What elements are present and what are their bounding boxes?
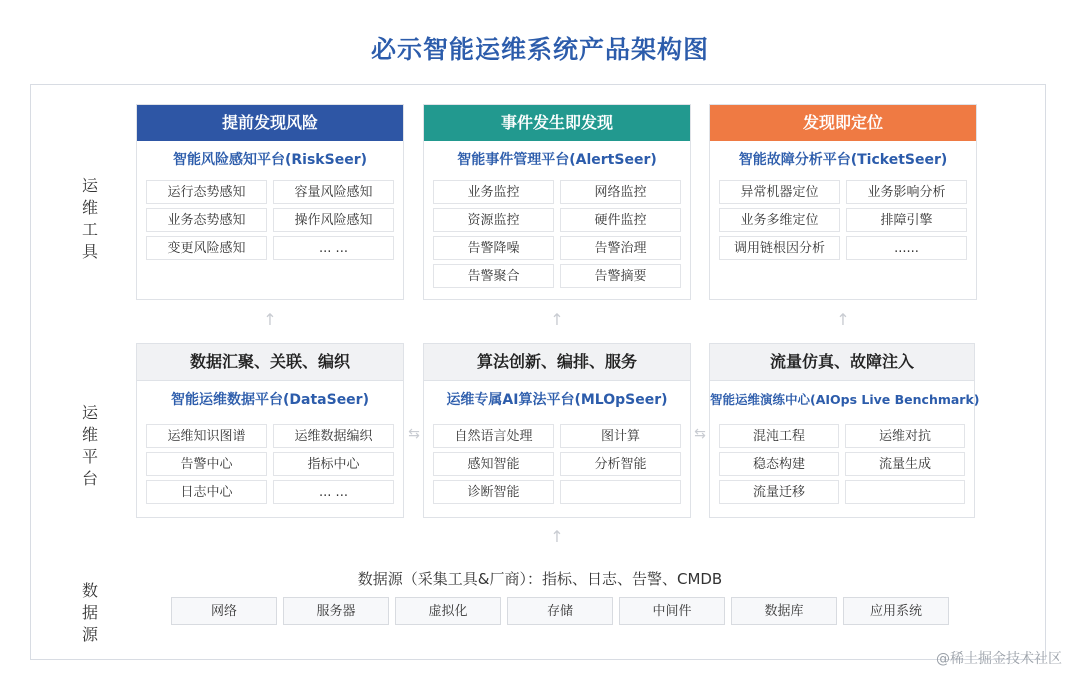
row-label-char: 数 — [81, 581, 98, 600]
row-label-tools — [78, 175, 102, 263]
data-source-item: 网络 — [171, 597, 277, 625]
tool-item: 业务监控 — [433, 180, 554, 204]
platform-item: 日志中心 — [146, 480, 267, 504]
row-label-char: 具 — [81, 242, 98, 261]
platform-item: 告警中心 — [146, 452, 267, 476]
tool-platform-name: 智能事件管理平台(AlertSeer) — [457, 152, 657, 168]
tool-platform-name: 智能故障分析平台(TicketSeer) — [738, 152, 948, 168]
data-source-item: 虚拟化 — [395, 597, 501, 625]
data-source-title: 数据源（采集工具&厂商）：指标、日志、告警、CMDB — [357, 570, 723, 588]
row-label-data-source — [78, 580, 102, 646]
platform-item: 稳态构建 — [719, 452, 839, 476]
data-source-item: 存储 — [507, 597, 613, 625]
platform-item: 自然语言处理 — [433, 424, 554, 448]
tool-panel-ticket — [709, 104, 977, 300]
tool-panel-header: 事件发生即发现 — [424, 105, 690, 141]
platform-item — [845, 480, 965, 504]
platform-panel-data — [136, 343, 404, 518]
platform-panel-header: 算法创新、编排、服务 — [424, 344, 690, 381]
platform-items-grid — [433, 424, 681, 504]
tool-item: 业务多维定位 — [719, 208, 840, 232]
data-source-list — [171, 597, 949, 625]
row-label-char: 维 — [81, 425, 98, 444]
tool-item: 告警摘要 — [560, 264, 681, 288]
tool-items-grid — [719, 180, 967, 260]
arrow-up-icon: ↑ — [550, 527, 564, 546]
tool-item: 告警治理 — [560, 236, 681, 260]
platform-item: 感知智能 — [433, 452, 554, 476]
tool-panel-risk — [136, 104, 404, 300]
platform-item: 图计算 — [560, 424, 681, 448]
tool-item: 变更风险感知 — [146, 236, 267, 260]
tool-item: 操作风险感知 — [273, 208, 394, 232]
tool-item: 调用链根因分析 — [719, 236, 840, 260]
tool-item: 告警降噪 — [433, 236, 554, 260]
row-label-char: 台 — [81, 469, 98, 488]
platform-name: 智能运维数据平台(DataSeer) — [171, 392, 369, 408]
platform-items-grid — [719, 424, 965, 504]
platform-item: 指标中心 — [273, 452, 394, 476]
tool-item: ... ... — [273, 236, 394, 260]
tool-item: 资源监控 — [433, 208, 554, 232]
platform-item: 分析智能 — [560, 452, 681, 476]
row-label-char: 平 — [81, 447, 98, 466]
row-label-char: 工 — [81, 220, 98, 239]
tool-items-grid — [146, 180, 394, 260]
arrow-up-icon: ↑ — [263, 310, 277, 329]
arrow-up-icon: ↑ — [836, 310, 850, 329]
platform-items-grid — [146, 424, 394, 504]
platform-item: 运维知识图谱 — [146, 424, 267, 448]
row-label-platform — [78, 402, 102, 490]
platform-panel-algorithm — [423, 343, 691, 518]
data-source-item: 应用系统 — [843, 597, 949, 625]
tool-panel-header: 发现即定位 — [710, 105, 976, 141]
platform-item: 运维对抗 — [845, 424, 965, 448]
tool-panel-alert — [423, 104, 691, 300]
arrow-up-icon: ↑ — [550, 310, 564, 329]
tool-item: 业务态势感知 — [146, 208, 267, 232]
watermark: @稀土掘金技术社区 — [936, 651, 1062, 667]
row-label-char: 维 — [81, 198, 98, 217]
platform-item: 流量迁移 — [719, 480, 839, 504]
platform-name: 运维专属AI算法平台(MLOpSeer) — [446, 392, 668, 408]
tool-item: ...... — [846, 236, 967, 260]
tool-item: 容量风险感知 — [273, 180, 394, 204]
diagram-title: 必示智能运维系统产品架构图 — [370, 35, 709, 64]
tool-item: 网络监控 — [560, 180, 681, 204]
tool-item: 硬件监控 — [560, 208, 681, 232]
tool-item: 业务影响分析 — [846, 180, 967, 204]
tool-panel-header: 提前发现风险 — [137, 105, 403, 141]
platform-name: 智能运维演练中心(AIOps Live Benchmark) — [710, 392, 980, 407]
row-label-char: 运 — [81, 403, 98, 422]
tool-items-grid — [433, 180, 681, 288]
data-source-item: 服务器 — [283, 597, 389, 625]
bidirectional-arrow-icon: ⇆ — [408, 426, 420, 442]
platform-item — [560, 480, 681, 504]
tool-item: 告警聚合 — [433, 264, 554, 288]
tool-platform-name: 智能风险感知平台(RiskSeer) — [173, 152, 367, 168]
tool-item: 运行态势感知 — [146, 180, 267, 204]
platform-item: 流量生成 — [845, 452, 965, 476]
bidirectional-arrow-icon: ⇆ — [694, 426, 706, 442]
tool-item: 异常机器定位 — [719, 180, 840, 204]
data-source-item: 中间件 — [619, 597, 725, 625]
platform-item: ... ... — [273, 480, 394, 504]
platform-panel-header: 流量仿真、故障注入 — [710, 344, 974, 381]
row-label-char: 据 — [81, 603, 98, 622]
platform-item: 诊断智能 — [433, 480, 554, 504]
platform-panel-header: 数据汇聚、关联、编织 — [137, 344, 403, 381]
tool-item: 排障引擎 — [846, 208, 967, 232]
platform-item: 混沌工程 — [719, 424, 839, 448]
data-source-item: 数据库 — [731, 597, 837, 625]
platform-item: 运维数据编织 — [273, 424, 394, 448]
row-label-char: 运 — [81, 176, 98, 195]
row-label-char: 源 — [81, 625, 98, 644]
platform-panel-benchmark — [709, 343, 980, 518]
